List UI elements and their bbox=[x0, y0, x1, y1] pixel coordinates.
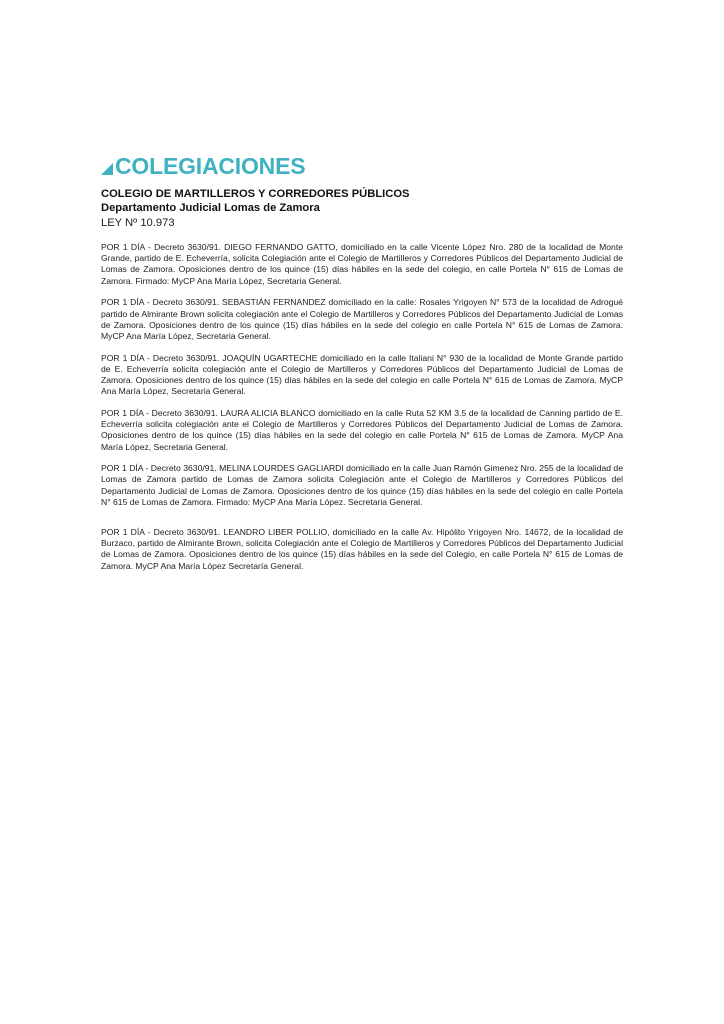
organization-name: COLEGIO DE MARTILLEROS Y CORREDORES PÚBLICOS bbox=[101, 188, 410, 200]
triangle-marker-icon bbox=[101, 163, 113, 175]
notice-item: POR 1 DÍA - Decreto 3630/91. SEBASTIÁN FERNANDEZ domiciliado en la calle: Rosales Yrigoyen N° 573 de la localidad de Adrogué partido de Almirante Brown solicita colegiación ante el Colegio de Martilleros y Corredores Públicos del Departamento Judicial de Lomas de Zamora. Oposiciones dentro de los quince (15) días hábiles en la sede del colegio en calle Portela N° 615 de Lomas de Zamora. MyCP Ana María López, Secretaria General. bbox=[101, 297, 623, 341]
law-reference: LEY Nº 10.973 bbox=[101, 217, 175, 229]
notice-item: POR 1 DÍA - Decreto 3630/91. MELINA LOURDES GAGLIARDI domiciliado en la calle Juan Ramón Gimenez Nro. 255 de la localidad de Lomas de Zamora partido de Lomas de Zamora solicita Colegiación ante el Colegio de Martilleros y Corredores Públicos del Departamento Judicial de Lomas de Zamora. Oposiciones dentro de los quince (15) días hábiles en la sede del colegio en calle Portela N° 615 de Lomas de Zamora. Firmado: MyCP Ana María López. Secretaria General. bbox=[101, 463, 623, 507]
section-header bbox=[101, 150, 623, 180]
notice-item: POR 1 DÍA - Decreto 3630/91. LEANDRO LIBER POLLIO, domiciliado en la calle Av. Hipólito Yrigoyen Nro. 14672, de la localidad de Burzaco, partido de Almirante Brown, solicita Colegiación ante el Colegio de Martilleros y Corredores Públicos del Departamento Judicial de Lomas de Zamora. Oposiciones dentro de los quince (15) días hábiles en la sede del Colegio, en calle Portela N° 615 de Lomas de Zamora. MyCP Ana María López Secretaría General. bbox=[101, 527, 623, 571]
document-page bbox=[101, 150, 623, 582]
department-name: Departamento Judicial Lomas de Zamora bbox=[101, 202, 320, 214]
notice-item: POR 1 DÍA - Decreto 3630/91. LAURA ALICIA BLANCO domiciliado en la calle Ruta 52 KM 3.5 de la localidad de Canning partido de E. Echeverría solicita colegiación ante el Colegio de Martilleros y Corredores Públicos del Departamento Judicial de Lomas de Zamora. Oposiciones dentro de los quince (15) días hábiles en la sede del colegio en calle Portela N° 615 de Lomas de Zamora. MyCP Ana María López, Secretaria General. bbox=[101, 407, 623, 452]
notices-list bbox=[101, 242, 623, 572]
section-title: COLEGIACIONES bbox=[115, 153, 306, 179]
notice-item: POR 1 DÍA - Decreto 3630/91. DIEGO FERNANDO GATTO, domiciliado en la calle Vicente López Nro. 280 de la localidad de Monte Grande, partido de E. Echeverría, solicita Colegiación ante el Colegio de Martilleros y Corredores Públicos del Departamento Judicial de Lomas de Zamora. Oposiciones dentro de los quince (15) días hábiles en la sede del colegio, en calle Portela N° 615 de Lomas de Zamora. Firmado: MyCP Ana María López, Secretaria General. bbox=[101, 242, 623, 286]
notice-item: POR 1 DÍA - Decreto 3630/91. JOAQUÍN UGARTECHE domiciliado en la calle Italiani N° 930 de la localidad de Monte Grande partido de E. Echeverría solicita colegiación ante el Colegio de Martilleros y Corredores Públicos del Departamento Judicial de Lomas de Zamora. Oposiciones dentro de los quince (15) días hábiles en la sede del colegio en calle Portela N° 615 de Lomas de Zamora. MyCP Ana María López, Secretaria General. bbox=[101, 352, 623, 397]
